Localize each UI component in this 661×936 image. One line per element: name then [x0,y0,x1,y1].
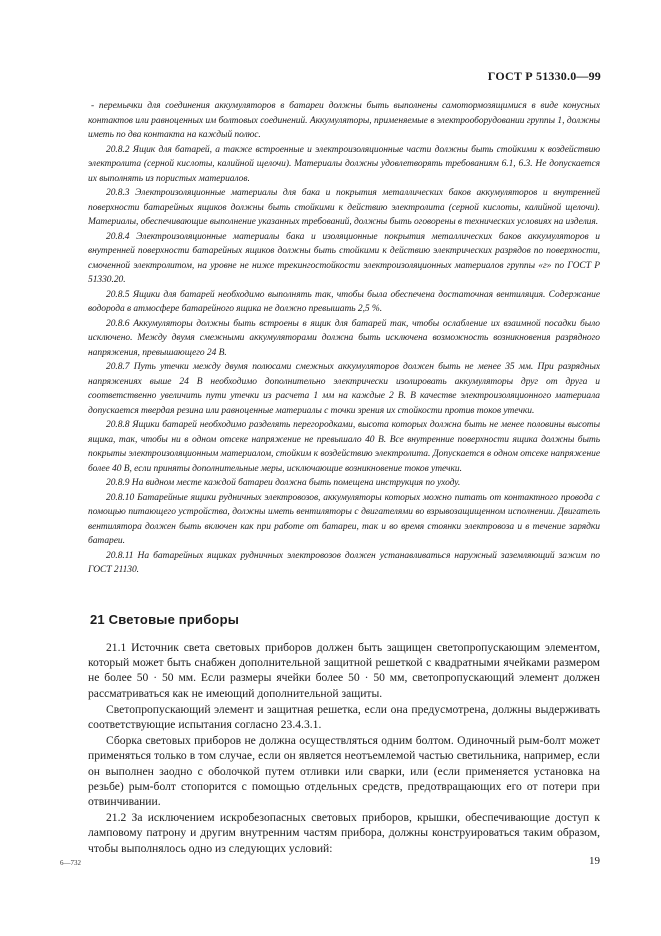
page-number: 19 [589,855,600,867]
section-heading: 21 Световые приборы [90,612,240,627]
paragraph-21-1: 21.1 Источник света световых приборов должен быть защищен светопропускающим элементом, который может быть снабжен дополнительной защитной решеткой с квадратными ячейками размером не более 50 · 50 мм. Если размеры ячейки более 50 · 50 мм, светопропускающий элемент должен рассматриваться как не имеющий дополнительной защиты. [88,641,600,700]
section-21-body [88,640,600,857]
paragraph-light-element: Светопропускающий элемент и защитная решетка, если она предусмотрена, должны выдерживать соответствующие испытания согласно 23.4.3.1. [88,702,600,732]
clause-20-8-9: 20.8.9 На видном месте каждой батареи должна быть помещена инструкция по уходу. [106,478,461,488]
standard-designation: ГОСТ Р 51330.0—99 [487,69,601,83]
print-mark: 6—732 [60,859,81,867]
clause-20-8-8: 20.8.8 Ящики батарей необходимо разделять перегородками, высота которых должна быть не менее половины высоты ящика, так, чтобы ни в одном отсеке напряжение не превышало 40 В. Все внутренние поверхности ящика должны быть покрыты электроизоляционным материалом, стойким к воздействию электролита. Допускается в одном отсеке напряжение более 40 В, если приняты дополнительные меры, исключающие возникновение токов утечки. [88,420,600,474]
clause-20-8-6: 20.8.6 Аккумуляторы должны быть встроены в ящик для батарей так, чтобы ослабление их взаимной посадки было исключено. Между двумя смежными аккумуляторами должна быть исключена возможность возникновения разрядного напряжения, превышающего 24 В. [88,318,600,358]
paragraph-21-2: 21.2 За исключением искробезопасных световых приборов, крышки, обеспечивающие доступ к ламповому патрону и другим внутренним частям прибора, должны конструироваться таким образом, чтобы выполнялось одно из следующих условий: [88,811,600,855]
clause-20-8-11: 20.8.11 На батарейных ящиках рудничных электровозов должен устанавливаться наружный заземляющий зажим по ГОСТ 21130. [88,550,600,575]
clause-20-8-4: 20.8.4 Электроизоляционные материалы бака и изоляционные покрытия металлических баков аккумуляторов и внутренней поверхности батарейных ящиков должны быть стойкими к действию электрических разрядов по поверхности, смоченной электролитом, на уровне не ниже трекингостойкости электроизоляционных материалов группы «г» по ГОСТ Р 51330.20. [88,231,600,285]
clause-20-8-7: 20.8.7 Путь утечки между двумя полюсами смежных аккумуляторов должен быть не менее 35 мм. При разрядных напряжениях выше 24 В необходимо дополнительно электрически изолировать аккумуляторы друг от друга и соответственно увеличить пути утечки из расчета 1 мм на каждые 2 В. В качестве электроизоляционного материала допускается твердая резина или равноценные материалы с точки зрения их стойкости против токов утечки. [88,362,600,416]
paragraph-assembly: Сборка световых приборов не должна осуществляться одним болтом. Одиночный рым-болт может применяться только в том случае, если он является неотъемлемой частью светильника, например, если он выполнен заодно с оболочкой путем отливки или сварки, или (если применяется установка на резьбе) рым-болт стопорится с помощью отдельных средств, предотвращающих его от потери при отвинчивании. [88,734,600,809]
clause-20-8-block [88,99,600,578]
clause-20-8-2: 20.8.2 Ящик для батарей, а также встроенные и электроизоляционные части должны быть стойкими к воздействию электролита (серной кислоты, калийной щелочи). Материалы должны удовлетворять требованиям 6.1, 6.3. Не допускается их выполнять из пористых материалов. [88,144,600,184]
clause-20-8-10: 20.8.10 Батарейные ящики рудничных электровозов, аккумуляторы которых можно питать от контактного провода с помощью питающего устройства, должны иметь вентиляторы с двигателями во взрывозащищенном исполнении. Двигатель вентилятора должен быть включен как при работе от батареи, так и во время стоянки электровоза и в течение зарядки батареи. [88,492,600,546]
clause-20-8-3: 20.8.3 Электроизоляционные материалы для бака и покрытия металлических баков аккумуляторов и внутренней поверхности батарейных ящиков должны быть стойкими к действию электролита (серной кислоты, калийной щелочи). Материалы, обеспечивающие выполнение указанных требований, должны быть оговорены в технических условиях на изделия. [88,188,600,227]
clause-bridges: - перемычки для соединения аккумуляторов в батареи должны быть выполнены самотормозящимися в виде конусных контактов или равноценных им болтовых соединений. Аккумуляторы, применяемые в электрооборудовании группы 1, должны иметь по два контакта на каждый полюс. [88,101,600,140]
clause-20-8-5: 20.8.5 Ящики для батарей необходимо выполнять так, чтобы была обеспечена достаточная вентиляция. Содержание водорода в атмосфере батарейного ящика не должно превышать 2,5 %. [88,289,600,314]
